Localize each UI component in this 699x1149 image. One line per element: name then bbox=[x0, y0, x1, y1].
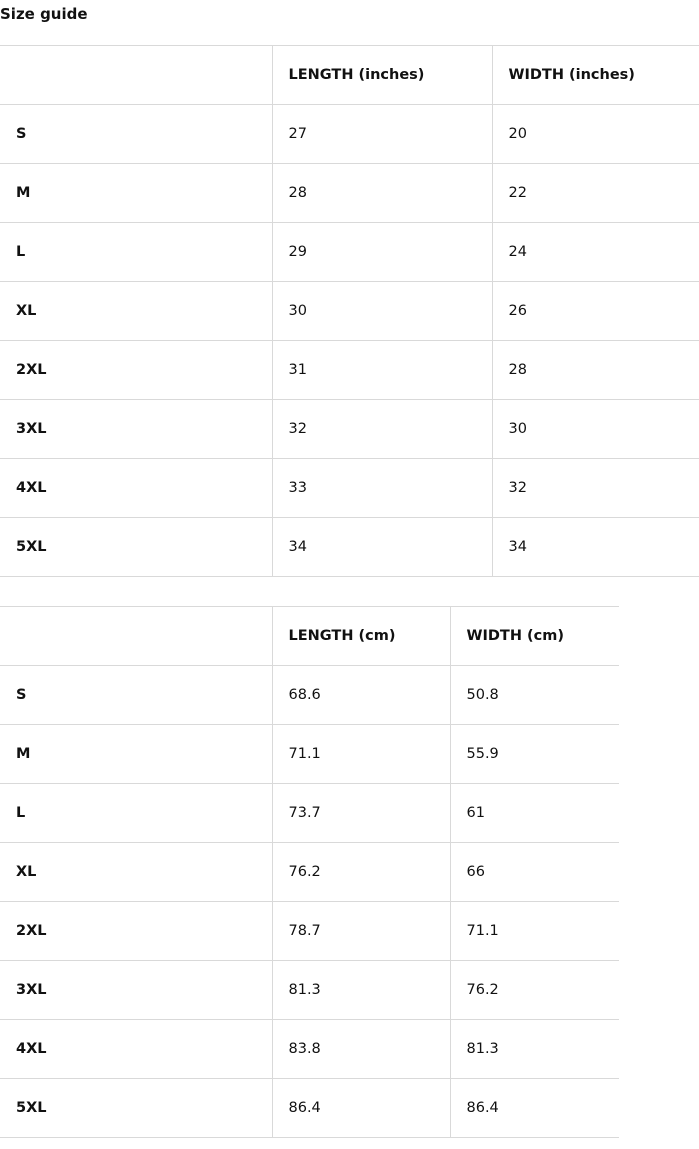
row-label-size: 2XL bbox=[0, 902, 272, 961]
column-header-width: WIDTH (cm) bbox=[450, 607, 619, 666]
cell-length: 68.6 bbox=[272, 666, 450, 725]
table-row bbox=[0, 902, 619, 961]
cell-width: 71.1 bbox=[450, 902, 619, 961]
row-label-size: L bbox=[0, 223, 272, 282]
row-label-size: S bbox=[0, 666, 272, 725]
table-row bbox=[0, 518, 699, 577]
cell-length: 27 bbox=[272, 105, 492, 164]
table-header-row bbox=[0, 46, 699, 105]
cell-length: 71.1 bbox=[272, 725, 450, 784]
table-row bbox=[0, 459, 699, 518]
table-row bbox=[0, 105, 699, 164]
column-header-size bbox=[0, 46, 272, 105]
cell-width: 32 bbox=[492, 459, 699, 518]
column-header-width: WIDTH (inches) bbox=[492, 46, 699, 105]
row-label-size: 4XL bbox=[0, 1020, 272, 1079]
column-header-length: LENGTH (cm) bbox=[272, 607, 450, 666]
cell-width: 28 bbox=[492, 341, 699, 400]
cell-length: 83.8 bbox=[272, 1020, 450, 1079]
table-head bbox=[0, 46, 699, 105]
table-header-row bbox=[0, 607, 619, 666]
row-label-size: L bbox=[0, 784, 272, 843]
cell-width: 86.4 bbox=[466, 1100, 499, 1116]
table-row bbox=[0, 341, 699, 400]
row-label-size: 4XL bbox=[0, 459, 272, 518]
row-label-size: S bbox=[0, 105, 272, 164]
cell-length: 32 bbox=[272, 400, 492, 459]
table-row bbox=[0, 223, 699, 282]
cell-width: 22 bbox=[492, 164, 699, 223]
cell-length: 86.4 bbox=[272, 1079, 450, 1138]
cell-length: 81.3 bbox=[272, 961, 450, 1020]
cell-length: 76.2 bbox=[272, 843, 450, 902]
row-label-size: M bbox=[0, 725, 272, 784]
cell-width: 34 bbox=[508, 539, 527, 555]
cell-length: 73.7 bbox=[272, 784, 450, 843]
cell-length: 33 bbox=[272, 459, 492, 518]
size-guide-page bbox=[0, 4, 699, 1138]
table-row bbox=[0, 666, 619, 725]
table-body bbox=[0, 105, 699, 577]
cell-length: 34 bbox=[272, 518, 492, 577]
row-label-size: XL bbox=[0, 843, 272, 902]
cell-width: 61 bbox=[450, 784, 619, 843]
cell-width: 26 bbox=[492, 282, 699, 341]
cell-length: 29 bbox=[272, 223, 492, 282]
column-header-length: LENGTH (inches) bbox=[272, 46, 492, 105]
table-row bbox=[0, 784, 619, 843]
cell-length: 30 bbox=[272, 282, 492, 341]
table-row bbox=[0, 400, 699, 459]
row-label-size: 3XL bbox=[0, 400, 272, 459]
size-guide-inches-table bbox=[0, 45, 699, 577]
cell-width: 66 bbox=[450, 843, 619, 902]
cell-width: 81.3 bbox=[450, 1020, 619, 1079]
table-row bbox=[0, 1020, 619, 1079]
row-label-size: 5XL bbox=[0, 518, 272, 577]
cell-length: 78.7 bbox=[272, 902, 450, 961]
page-title: Size guide bbox=[0, 5, 88, 23]
cell-width: 76.2 bbox=[450, 961, 619, 1020]
table-head bbox=[0, 607, 619, 666]
table-row bbox=[0, 843, 619, 902]
row-label-size: 3XL bbox=[0, 961, 272, 1020]
cell-width: 30 bbox=[492, 400, 699, 459]
cell-length: 31 bbox=[272, 341, 492, 400]
cell-width: 50.8 bbox=[450, 666, 619, 725]
table-row bbox=[0, 961, 619, 1020]
cell-width: 55.9 bbox=[450, 725, 619, 784]
table-row bbox=[0, 725, 619, 784]
row-label-size: XL bbox=[0, 282, 272, 341]
table-row bbox=[0, 282, 699, 341]
table-row bbox=[0, 164, 699, 223]
cell-width: 20 bbox=[492, 105, 699, 164]
row-label-size: 2XL bbox=[0, 341, 272, 400]
cell-width: 24 bbox=[492, 223, 699, 282]
size-guide-cm-table bbox=[0, 606, 619, 1138]
table-row bbox=[0, 1079, 619, 1138]
table-body bbox=[0, 666, 619, 1138]
cell-length: 28 bbox=[272, 164, 492, 223]
row-label-size: M bbox=[0, 164, 272, 223]
row-label-size: 5XL bbox=[0, 1079, 272, 1138]
column-header-size bbox=[0, 607, 272, 666]
